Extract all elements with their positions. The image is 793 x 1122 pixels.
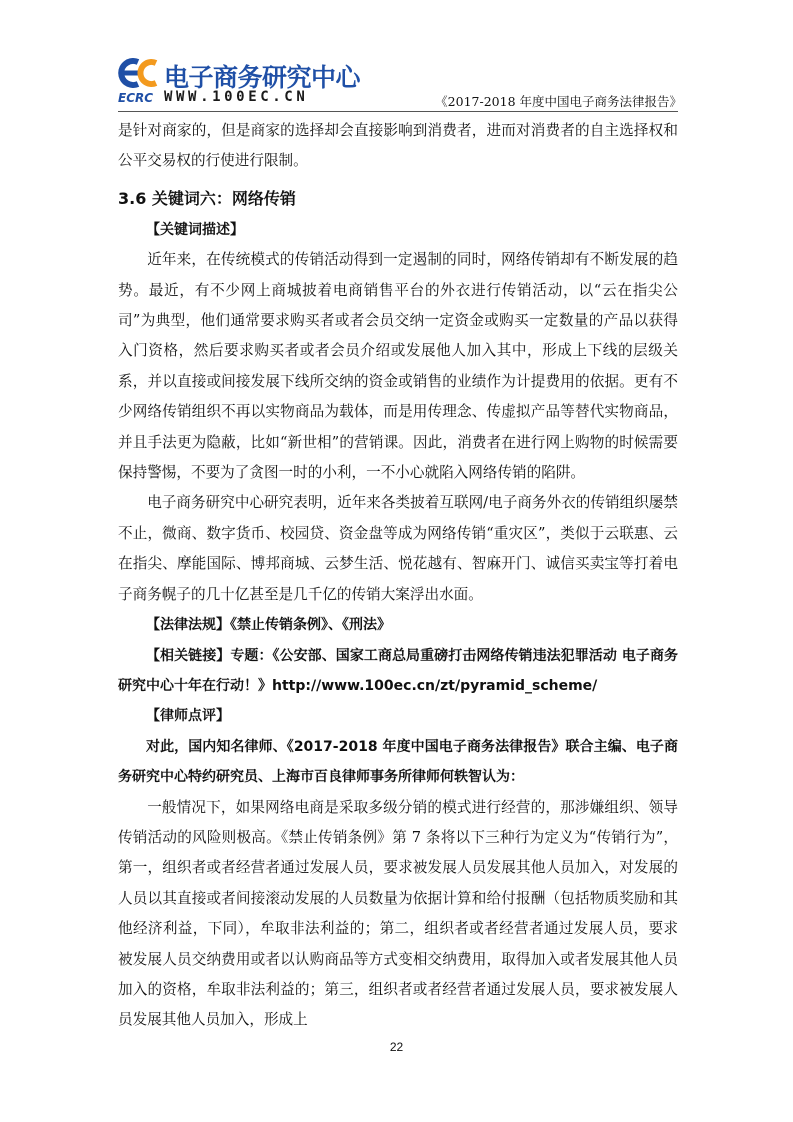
- label-lawyer-comment: 【律师点评】: [146, 708, 230, 725]
- document-body: [118, 116, 678, 1036]
- header-divider: [118, 111, 678, 112]
- related-link-url[interactable]: http://www.100ec.cn/zt/pyramid_scheme/: [272, 677, 598, 694]
- logo-url: WWW.100EC.CN: [164, 89, 309, 105]
- paragraph-continued: 是针对商家的，但是商家的选择却会直接影响到消费者，进而对消费者的自主选择权和公平交易权的行使进行限制。: [118, 122, 678, 170]
- paragraph-lawyer-comment: 一般情况下，如果网络电商是采取多级分销的模式进行经营的，那涉嫌组织、领导传销活动的风险则极高。《禁止传销条例》第 7 条将以下三种行为定义为“传销行为”，第一，组织者或者经营者通过发展人员，要求被发展人员发展其他人员加入，对发展的人员以其直接或者间接滚动发展的人员数量为依据计算和给付报酬（包括物质奖励和其他经济利益，下同），牟取非法利益的；第二，组织者或者经营者通过发展人员，要求被发展人员交纳费用或者以认购商品等方式变相交纳费用，取得加入或者发展其他人员加入的资格，牟取非法利益的；第三，组织者或者经营者通过发展人员，要求被发展人员发展其他人员加入，形成上: [118, 798, 678, 1029]
- page-number: 22: [389, 1040, 404, 1054]
- page-header: [118, 56, 682, 112]
- paragraph-description-1: 近年来，在传统模式的传销活动得到一定遏制的同时，网络传销却有不断发展的趋势。最近，有不少网上商城披着电商销售平台的外衣进行传销活动，以“云在指尖公司”为典型，他们通常要求购买者或者会员交纳一定资金或购买一定数量的产品以获得入门资格，然后要求购买者或者会员介绍或发展他人加入其中，形成上下线的层级关系，并以直接或间接发展下线所交纳的资金或销售的业绩作为计提费用的依据。更有不少网络传销组织不再以实物商品为载体，而是用传理念、传虚拟产品等替代实物商品，并且手法更为隐蔽，比如“新世相”的营销课。因此，消费者在进行网上购物的时候需要保持警惕，不要为了贪图一时的小利，一不小心就陷入网络传销的陷阱。: [118, 251, 678, 482]
- label-keyword-description: 【关键词描述】: [146, 221, 244, 238]
- ecrc-logo[interactable]: [118, 56, 361, 106]
- logo-title: 电子商务研究中心: [164, 63, 361, 92]
- ecrc-logo-icon: [118, 58, 164, 88]
- laws-regulations-line: 【法律法规】《禁止传销条例》、《刑法》: [146, 617, 391, 634]
- paragraph-description-2: 电子商务研究中心研究表明，近年来各类披着互联网/电子商务外衣的传销组织屡禁不止，微商、数字货币、校园贷、资金盘等成为网络传销“重灾区”，类似于云联惠、云在指尖、摩能国际、博邦商城、云梦生活、悦花越有、智麻开门、诚信买卖宝等打着电子商务幌子的几十亿甚至是几千亿的传销大案浮出水面。: [118, 494, 678, 603]
- logo-abbr: ECRC: [118, 91, 154, 105]
- lawyer-intro: 对此，国内知名律师、《2017-2018 年度中国电子商务法律报告》联合主编、电子商务研究中心特约研究员、上海市百良律师事务所律师何轶智认为：: [118, 738, 678, 786]
- report-title: 《2017-2018 年度中国电子商务法律报告》: [435, 94, 682, 109]
- related-link-text: 【相关链接】专题：《公安部、国家工商总局重磅打击网络传销违法犯罪活动 电子商务研究中心十年在行动！》: [118, 647, 678, 694]
- related-link-line: [118, 641, 678, 702]
- section-heading: 3.6 关键词六：网络传销: [118, 188, 296, 208]
